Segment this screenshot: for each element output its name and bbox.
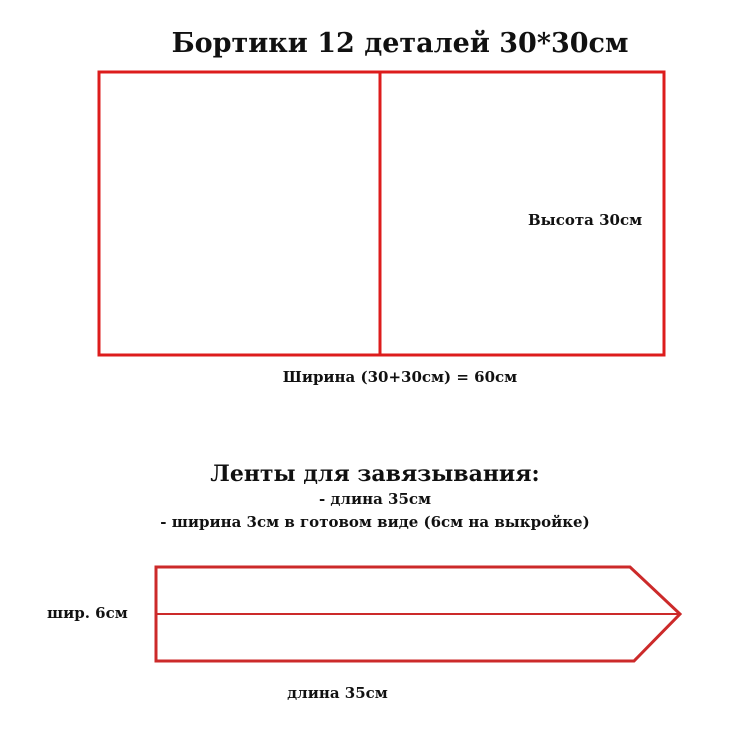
ties-length-note: - длина 35см: [318, 490, 432, 508]
tie-length-label: длина 35см: [287, 684, 388, 702]
ties-heading: Ленты для завязывания:: [210, 461, 540, 487]
panel-width-label: Ширина (30+30см) = 60см: [282, 368, 518, 386]
panel-height-label: Высота 30см: [528, 211, 643, 229]
ties-width-note: - ширина 3см в готовом виде (6см на выкройке): [160, 513, 590, 531]
tie-pattern: [156, 567, 680, 661]
page-title: Бортики 12 деталей 30*30см: [171, 28, 629, 59]
tie-width-label: шир. 6см: [47, 604, 128, 622]
